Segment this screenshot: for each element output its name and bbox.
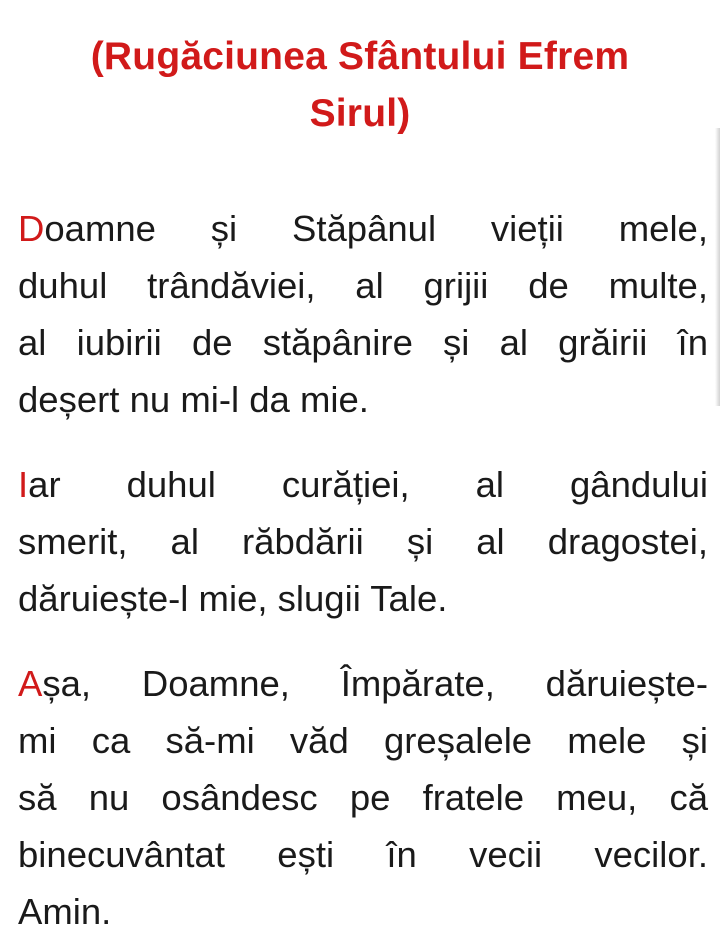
paragraph-line: Amin. (18, 891, 112, 932)
paragraph-line: Iar duhul curăției, al gândului (18, 464, 708, 505)
paragraph-line: duhul trândăviei, al grijii de multe, (18, 265, 708, 306)
paragraph-line: să nu osândesc pe fratele meu, că (18, 777, 708, 818)
paragraph-line: Așa, Doamne, Împărate, dăruiește- (18, 663, 708, 704)
initial-letter: D (18, 208, 45, 249)
title-line-1: (Rugăciunea Sfântului Efrem (90, 35, 630, 78)
paragraph-line: mi ca să-mi văd greșalele mele și (18, 720, 708, 761)
paragraph-line: smerit, al răbdării și al dragostei, (18, 521, 708, 562)
scroll-edge-shadow (715, 128, 720, 406)
title-line-2: Sirul) (309, 92, 411, 135)
paragraph-line: al iubirii de stăpânire și al grăirii în (18, 322, 708, 363)
initial-letter: I (18, 464, 29, 505)
paragraph-line: deșert nu mi-l da mie. (18, 379, 369, 420)
paragraph-2 (18, 456, 708, 627)
paragraph-1 (18, 200, 708, 428)
paragraph-line: Doamne și Stăpânul vieții mele, (18, 208, 708, 249)
paragraph-3 (18, 655, 708, 940)
initial-letter: A (18, 663, 43, 704)
prayer-title (0, 28, 720, 142)
paragraph-line: dăruiește-l mie, slugii Tale. (18, 578, 448, 619)
paragraph-line: binecuvântat ești în vecii vecilor. (18, 834, 708, 875)
